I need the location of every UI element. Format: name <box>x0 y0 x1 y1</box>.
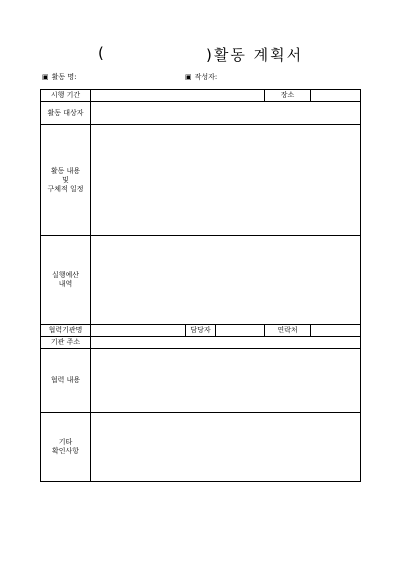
content-label-line-2: 및 <box>62 175 69 184</box>
title-open-paren: ( <box>98 44 104 62</box>
other-row <box>41 413 361 482</box>
partner-row <box>41 325 361 337</box>
cooperation-label: 협력 내용 <box>41 349 91 413</box>
budget-label-line-2: 내역 <box>58 280 73 288</box>
phone-value-cell[interactable] <box>311 325 361 337</box>
title-text: )활동 계획서 <box>206 46 304 64</box>
budget-value-cell[interactable] <box>91 236 361 325</box>
square-bullet-icon: ▣ <box>185 73 192 81</box>
other-label-line-2: 확인사항 <box>51 447 80 455</box>
other-label-line-1: 기타 <box>58 438 73 446</box>
org-address-row <box>41 337 361 349</box>
content-value-cell[interactable] <box>91 125 361 236</box>
cooperation-row <box>41 349 361 413</box>
place-value-cell[interactable] <box>311 90 361 102</box>
phone-label: 연락처 <box>265 325 311 337</box>
author-field <box>185 72 217 82</box>
target-label: 활동 대상자 <box>41 102 91 125</box>
org-address-label: 기관 주소 <box>41 337 91 349</box>
plan-form-table <box>40 89 361 482</box>
budget-row <box>41 236 361 325</box>
budget-label <box>41 236 91 325</box>
contact-person-value-cell[interactable] <box>216 325 265 337</box>
content-row <box>41 125 361 236</box>
org-address-value-cell[interactable] <box>91 337 361 349</box>
cooperation-value-cell[interactable] <box>91 349 361 413</box>
partner-org-value-cell[interactable] <box>91 325 186 337</box>
period-row <box>41 90 361 102</box>
square-bullet-icon: ▣ <box>42 73 49 81</box>
period-label: 시행 기간 <box>41 90 91 102</box>
activity-name-label: 활동 명: <box>51 73 77 81</box>
author-label: 작성자: <box>194 73 218 81</box>
contact-person-label: 담당자 <box>186 325 216 337</box>
budget-label-line-1: 실행예산 <box>51 271 80 279</box>
partner-org-label: 협력기관명 <box>41 325 91 337</box>
place-label: 장소 <box>265 90 311 102</box>
other-label <box>41 413 91 482</box>
activity-name-field <box>42 72 77 82</box>
content-label <box>41 125 91 236</box>
target-value-cell[interactable] <box>91 102 361 125</box>
document-title <box>0 44 400 64</box>
other-value-cell[interactable] <box>91 413 361 482</box>
content-label-line-1: 활동 내용 <box>50 166 81 175</box>
target-row <box>41 102 361 125</box>
period-value-cell[interactable] <box>91 90 265 102</box>
content-label-line-3: 구체적 일정 <box>47 184 84 193</box>
